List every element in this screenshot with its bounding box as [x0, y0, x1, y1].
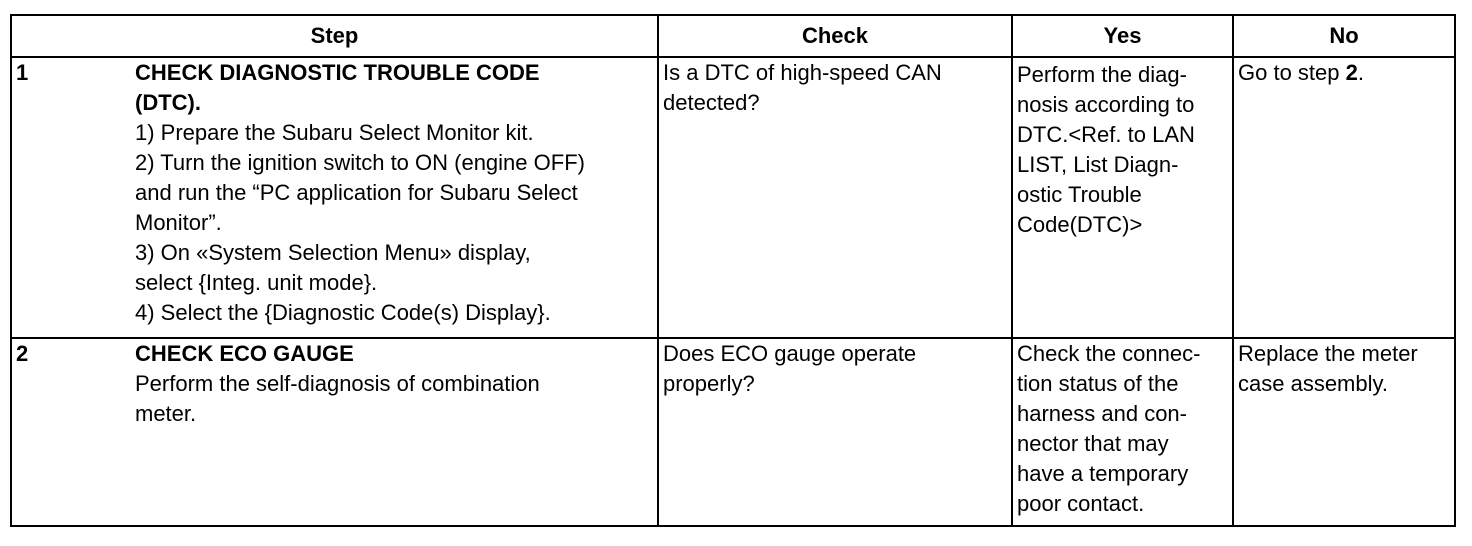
no-prefix: Go to step	[1238, 60, 1346, 85]
no-cell	[1233, 338, 1455, 526]
instruction-line: 1) Prepare the Subaru Select Monitor kit.	[135, 120, 534, 145]
yes-line: nector that may	[1017, 431, 1169, 456]
yes-line: Code(DTC)>	[1017, 212, 1143, 237]
header-check: Check	[658, 15, 1012, 57]
no-line: case assembly.	[1238, 371, 1388, 396]
table-row	[11, 57, 1455, 338]
yes-line: LIST, List Diagn-	[1017, 152, 1179, 177]
check-line: Is a DTC of high-speed CAN	[663, 60, 942, 85]
instruction-line: and run the “PC application for Subaru Select	[135, 180, 578, 205]
check-cell	[658, 338, 1012, 526]
no-cell	[1233, 57, 1455, 338]
instruction-line: 2) Turn the ignition switch to ON (engine OFF)	[135, 150, 585, 175]
instruction-line: 3) On «System Selection Menu» display,	[135, 240, 531, 265]
instruction-line: Perform the self-diagnosis of combination	[135, 371, 540, 396]
check-line: Does ECO gauge operate	[663, 341, 917, 366]
no-suffix: .	[1357, 60, 1364, 85]
header-row	[11, 15, 1455, 57]
header-step: Step	[11, 15, 658, 57]
yes-line: have a temporary	[1017, 461, 1189, 486]
instruction-line: meter.	[135, 401, 197, 426]
step-number: 2	[16, 341, 29, 366]
yes-cell	[1012, 57, 1233, 338]
yes-line: nosis according to	[1017, 92, 1195, 117]
step-body	[135, 58, 653, 328]
step-number: 1	[16, 60, 29, 85]
check-line: properly?	[663, 371, 755, 396]
yes-line: harness and con-	[1017, 401, 1187, 426]
yes-cell	[1012, 338, 1233, 526]
check-cell	[658, 57, 1012, 338]
yes-line: poor contact.	[1017, 491, 1145, 516]
instruction-line: 4) Select the {Diagnostic Code(s) Display}.	[135, 300, 551, 325]
instruction-line: select {Integ. unit mode}.	[135, 270, 378, 295]
no-step-link[interactable]: 2	[1345, 60, 1358, 85]
diagnostic-procedure-table	[10, 14, 1456, 527]
yes-line: Perform the diag-	[1017, 62, 1187, 87]
yes-line: ostic Trouble	[1017, 182, 1142, 207]
step-cell	[11, 338, 658, 526]
step-title-line: (DTC).	[135, 90, 201, 115]
step-body	[135, 339, 653, 429]
table-row	[11, 338, 1455, 526]
step-title-line: CHECK DIAGNOSTIC TROUBLE CODE	[135, 60, 540, 85]
yes-line: tion status of the	[1017, 371, 1179, 396]
yes-line: DTC.<Ref. to LAN	[1017, 122, 1195, 147]
step-cell	[11, 57, 658, 338]
no-line: Replace the meter	[1238, 341, 1418, 366]
step-title-line: CHECK ECO GAUGE	[135, 341, 354, 366]
header-no: No	[1233, 15, 1455, 57]
no-line	[1238, 58, 1450, 88]
check-line: detected?	[663, 90, 760, 115]
yes-line: Check the connec-	[1017, 341, 1201, 366]
instruction-line: Monitor”.	[135, 210, 222, 235]
header-yes: Yes	[1012, 15, 1233, 57]
